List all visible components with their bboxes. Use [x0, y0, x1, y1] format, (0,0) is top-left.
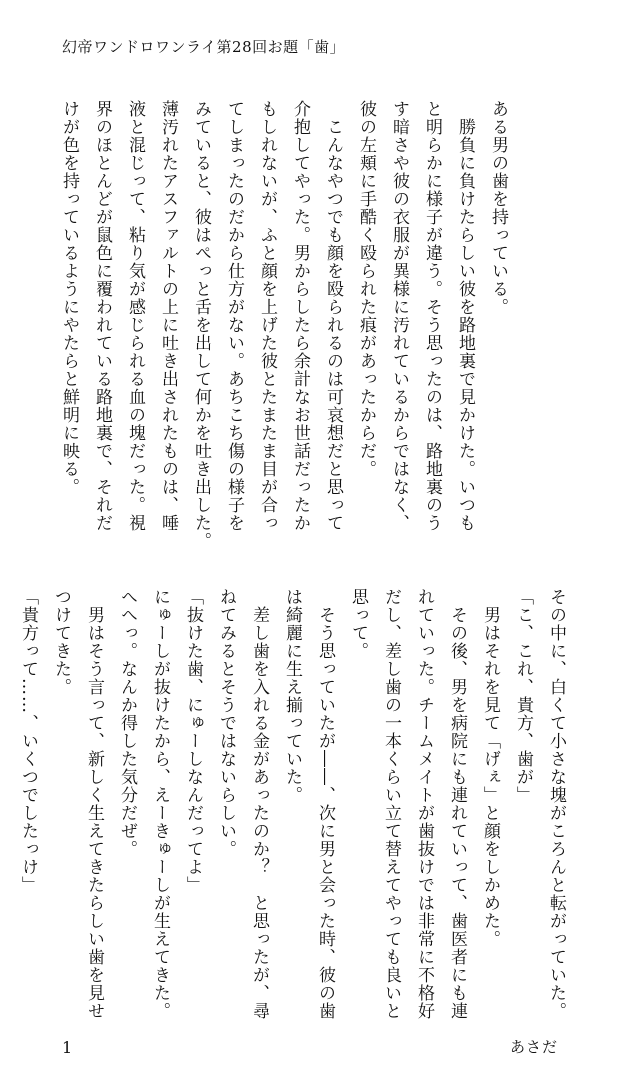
text-line: だし、差し歯の一本くらい立て替えてやっても良いと — [381, 588, 401, 1020]
text-line: ねてみるとそうではないらしい。 — [216, 588, 236, 858]
text-line: ある男の歯を持っている。 — [488, 100, 508, 316]
top-text-block — [52, 100, 514, 550]
text-line: れていった。チームメイトが歯抜けでは非常に不格好 — [414, 588, 434, 1020]
text-line: 界のほとんどが鼠色に覆われている路地裏で、それだ — [92, 100, 112, 532]
text-line: 薄汚れたアスファルトの上に吐き出されたものは、唾 — [158, 100, 178, 532]
text-line: は綺麗に生え揃っていた。 — [282, 588, 302, 804]
text-line: その中に、白くて小さな塊がころんと転がっていた。 — [546, 588, 566, 1020]
text-line: けが色を持っているようにやたらと鮮明に映る。 — [59, 100, 79, 496]
text-line: 男はそれを見て「げぇ」と顔をしかめた。 — [480, 588, 500, 948]
text-line: 液と混じって、粘り気が感じられる血の塊だった。視 — [125, 100, 145, 532]
text-line: 介抱してやった。男からしたら余計なお世話だったか — [290, 100, 310, 532]
text-line: てしまったのだから仕方がない。あちこち傷の様子を — [224, 100, 244, 532]
text-line: す暗さや彼の衣服が異様に汚れているからではなく、 — [389, 100, 409, 532]
document-title: 幻帝ワンドロワンライ第28回お題「歯」 — [62, 38, 346, 56]
text-line: 思って。 — [348, 588, 368, 660]
text-line: もしれないが、ふと顔を上げた彼とたまたま目が合っ — [257, 100, 277, 532]
text-line: みていると、彼はぺっと舌を出して何かを吐き出した。 — [191, 100, 211, 550]
text-line: こんなやつでも顔を殴られるのは可哀想だと思って — [323, 100, 343, 532]
text-line: 彼の左頬に手酷く殴られた痕があったからだ。 — [356, 100, 376, 478]
text-line: と明らかに様子が違う。そう思ったのは、路地裏のう — [422, 100, 442, 532]
text-line: つけてきた。 — [51, 588, 71, 696]
text-line: 「貴方って……、いくつでしたっけ」 — [18, 588, 38, 894]
text-line: 差し歯を入れる金があったのか？ と思ったが、尋 — [249, 588, 269, 1020]
text-line: へへっ。なんか得した気分だぜ。 — [117, 588, 137, 858]
text-line: そう思っていたが――、次に男と会った時、彼の歯 — [315, 588, 335, 1020]
page-number: 1 — [62, 1038, 73, 1057]
text-line: にゅーしが抜けたから、えーきゅーしが生えてきた。 — [150, 588, 170, 1020]
bottom-text-block — [11, 588, 572, 1028]
author-name: あさだ — [509, 1038, 558, 1056]
text-line: 勝負に負けたらしい彼を路地裏で見かけた。いつも — [455, 100, 475, 532]
text-line: 男はそう言って、新しく生えてきたらしい歯を見せ — [84, 588, 104, 1020]
text-line: その後、男を病院にも連れていって、歯医者にも連 — [447, 588, 467, 1020]
text-line: 「こ、これ、貴方、歯が」 — [513, 588, 533, 804]
text-line: 「抜けた歯、にゅーしなんだってよ」 — [183, 588, 203, 894]
